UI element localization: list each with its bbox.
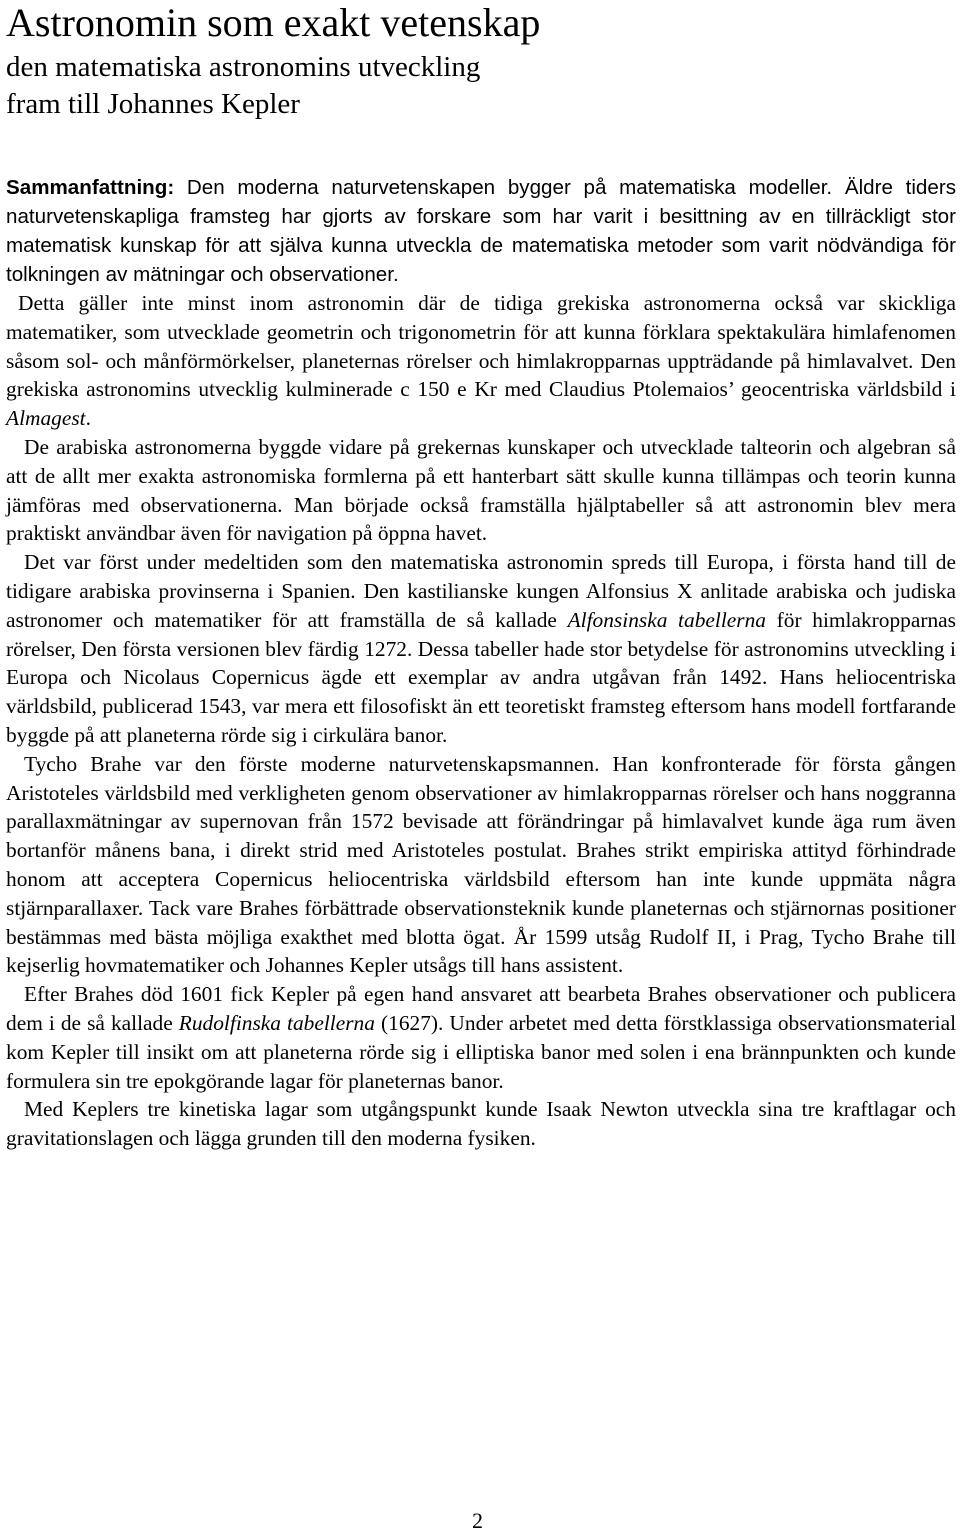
document-page: [6, 0, 956, 1153]
subtitle-line-1: den matematiska astronomins utveckling: [6, 51, 481, 83]
paragraph-text: för himlakropparnas rörelser, Den första versionen blev färdig 1272. Dessa tabeller hade stor betydelse för astronomins utveckling i Europa och Nicolaus Copernicus ägde ett exemplar av andra utgåvan från 1492. Hans heliocentriska världsbild, publicerad 1543, var mera ett filosofiskt än ett teoretiskt framsteg eftersom hans modell fortfarande byggde på att planeterna rörde sig i cirkulära banor.: [6, 607, 956, 747]
paragraph-medieval-europe: [6, 548, 956, 750]
subtitle-line-2: fram till Johannes Kepler: [6, 88, 300, 120]
paragraph-text: (1627). Under arbetet med detta förstklassiga observationsmaterial kom Kepler till insikt om att planeterna rörde sig i elliptiska banor med solen i ena brännpunkten och kunde formulera sin tre epokgörande lagar för planeternas banor.: [6, 1010, 957, 1093]
summary-label: Sammanfattning:: [6, 176, 175, 199]
document-subtitle: [6, 49, 956, 123]
paragraph-arabic-astronomy: De arabiska astronomerna byggde vidare på grekernas kunskaper och utvecklade talteorin och algebran så att de allt mer exakta astronomiska formlerna på ett hanterbart sätt skulle kunna tillämpas och teorin kunna jämföras med observationerna. Man började också framställa hjälptabeller så att astronomin blev mera praktiskt användbar även för navigation på öppna havet.: [6, 434, 956, 546]
paragraph-kepler: [6, 980, 956, 1095]
summary-paragraph: [6, 173, 956, 289]
document-title: Astronomin som exakt vetenskap: [6, 0, 541, 45]
paragraph-text: .: [85, 406, 91, 431]
paragraph-text: Detta gäller inte minst inom astronomin där de tidiga grekiska astronomerna också var skickliga matematiker, som utvecklade geometrin och trigonometrin för att kunna förklara spektakulära himlafenomen såsom sol- och månförmörkelser, planeternas rörelser och himlakropparnas uppträdande på himlavalvet. Den grekiska astronomins utvecklig kulminerade c 150 e Kr med Claudius Ptolemaios’ geocentriska världsbild i: [6, 291, 956, 402]
page-number: 2: [472, 1508, 483, 1533]
body-text: [6, 289, 956, 1153]
paragraph-greek-astronomy: [6, 289, 956, 433]
italic-title-alfonsine-tables: Alfonsinska tabellerna: [567, 607, 766, 632]
italic-title-rudolphine-tables: Rudolfinska tabellerna: [178, 1010, 375, 1035]
italic-title-almagest: Almagest: [6, 406, 86, 431]
paragraph-newton: Med Keplers tre kinetiska lagar som utgångspunkt kunde Isaak Newton utveckla sina tre kraftlagar och gravitationslagen och lägga grunden till den moderna fysiken.: [6, 1097, 956, 1151]
summary-text: Den moderna naturvetenskapen bygger på matematiska modeller. Äldre tiders naturvetenskapliga framsteg har gjorts av forskare som har varit i besittning av en tillräckligt stor matematisk kunskap för att själva kunna utveckla de matematiska metoder som varit nödvändiga för tolkningen av mätningar och observationer.: [6, 176, 956, 286]
paragraph-tycho-brahe: Tycho Brahe var den förste moderne naturvetenskapsmannen. Han konfronterade för första gången Aristoteles världsbild med verkligheten genom observationer av himlakropparnas rörelser och hans noggranna parallaxmätningar av supernovan från 1572 bevisade att förändringar på himlavalvet kunde äga rum även bortanför månens bana, i direkt strid med Aristoteles postulat. Brahes strikt empiriska attityd förhindrade honom att acceptera Copernicus heliocentriska världsbild eftersom han inte kunde uppmäta några stjärnparallaxer. Tack vare Brahes förbättrade observationsteknik kunde planeternas och stjärnornas positioner bestämmas med bästa möjliga exakthet med blotta ögat. År 1599 utsåg Rudolf II, i Prag, Tycho Brahe till kejserlig hovmatematiker och Johannes Kepler utsågs till hans assistent.: [6, 751, 956, 978]
paragraph-text: Det var först under medeltiden som den matematiska astronomin spreds till Europa, i första hand till de tidigare arabiska provinserna i Spanien. Den kastilianske kungen Alfonsius X anlitade arabiska och judiska astronomer och matematiker för att framställa de så kallade: [6, 550, 956, 632]
paragraph-text: Efter Brahes död 1601 fick Kepler på egen hand ansvaret att bearbeta Brahes observationer och publicera dem i de så kallade: [6, 982, 956, 1035]
